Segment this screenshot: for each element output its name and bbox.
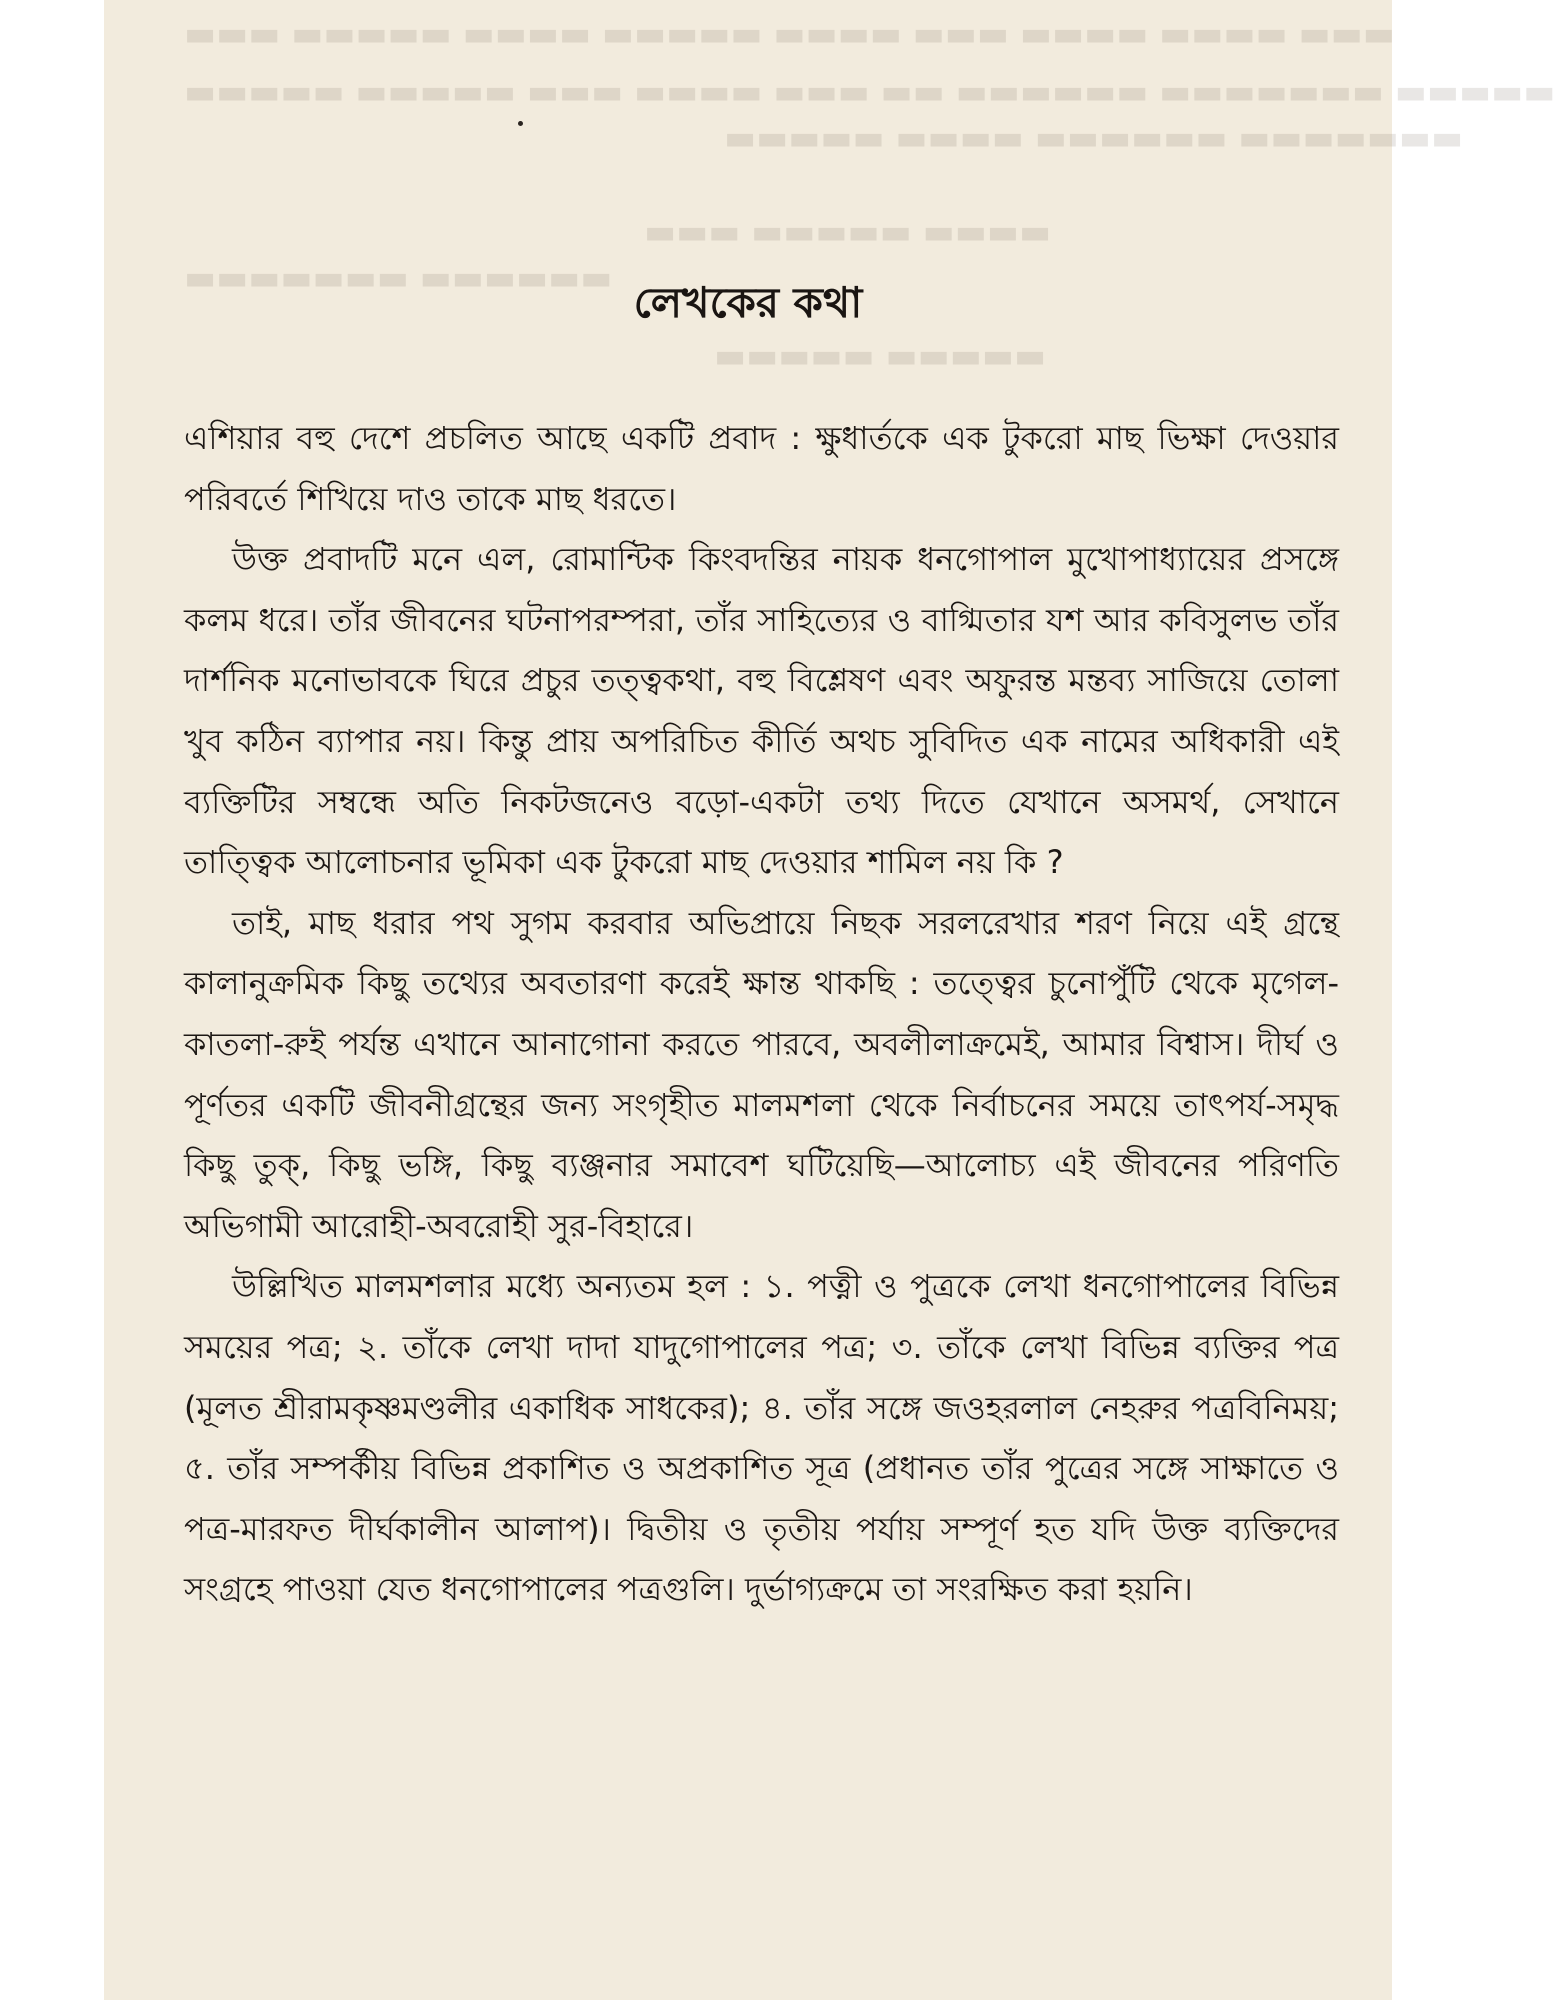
show-through-text: ▬▬▬ ▬▬▬▬ ▬▬▬▬ ▬▬▬ ▬▬▬▬ ▬▬▬▬▬ ▬▬▬▬ ▬▬▬▬▬ ▬▬▬ (184, 14, 1395, 54)
show-through-text: ▬▬▬▬▬ ▬▬▬▬▬▬▬ ▬▬▬▬▬▬ ▬▬ ▬▬▬ ▬▬▬▬ ▬▬▬ ▬▬▬▬▬ ▬▬▬▬▬ (184, 72, 1555, 112)
paragraph: এশিয়ার বহু দেশে প্রচলিত আছে একটি প্রবাদ : ক্ষুধার্তকে এক টুকরো মাছ ভিক্ষা দেওয়ার পরিবর্তে শিখিয়ে দাও তাকে মাছ ধরতে। (184, 419, 1339, 518)
paragraph: তাই, মাছ ধরার পথ সুগম করবার অভিপ্রায়ে নিছক সরলরেখার শরণ নিয়ে এই গ্রন্থে কালানুক্রমিক কিছু তথ্যের অবতারণা করেই ক্ষান্ত থাকছি : তত্ত্বের চুনোপুঁটি থেকে মৃগেল-কাতলা-রুই পর্যন্ত এখানে আনাগোনা করতে পারবে, অবলীলাক্রমেই, আমার বিশ্বাস। দীর্ঘ ও পূর্ণতর একটি জীবনীগ্রন্থের জন্য সংগৃহীত মালমশলা থেকে নির্বাচনের সময়ে তাৎপর্য-সমৃদ্ধ কিছু তুক্, কিছু ভঙ্গি, কিছু ব্যঞ্জনার সমাবেশ ঘটিয়েছি—আলোচ্য এই জীবনের পরিণতি অভিগামী আরোহী-অবরোহী সুর-বিহারে। (184, 903, 1339, 1245)
paragraph: উক্ত প্রবাদটি মনে এল, রোমান্টিক কিংবদন্তির নায়ক ধনগোপাল মুখোপাধ্যায়ের প্রসঙ্গে কলম ধরে। তাঁর জীবনের ঘটনাপরম্পরা, তাঁর সাহিত্যের ও বাগ্মিতার যশ আর কবিসুলভ তাঁর দার্শনিক মনোভাবকে ঘিরে প্রচুর তত্ত্বকথা, বহু বিশ্লেষণ এবং অফুরন্ত মন্তব্য সাজিয়ে তোলা খুব কঠিন ব্যাপার নয়। কিন্তু প্রায় অপরিচিত কীর্তি অথচ সুবিদিত এক নামের অধিকারী এই ব্যক্তিটির সম্বন্ধে অতি নিকটজনেও বড়ো-একটা তথ্য দিতে যেখানে অসমর্থ, সেখানে তাত্ত্বিক আলোচনার ভূমিকা এক টুকরো মাছ দেওয়ার শামিল নয় কি ? (184, 540, 1339, 882)
show-through-text: ▬▬▬▬▬▬▬ ▬▬▬▬▬▬ ▬▬▬▬ ▬▬▬▬▬ (724, 118, 1464, 158)
paragraph: উল্লিখিত মালমশলার মধ্যে অন্যতম হল : ১. পত্নী ও পুত্রকে লেখা ধনগোপালের বিভিন্ন সময়ের পত্র; ২. তাঁকে লেখা দাদা যাদুগোপালের পত্র; ৩. তাঁকে লেখা বিভিন্ন ব্যক্তির পত্র (মূলত শ্রীরামকৃষ্ণমণ্ডলীর একাধিক সাধকের); ৪. তাঁর সঙ্গে জওহরলাল নেহরুর পত্রবিনিময়; ৫. তাঁর সম্পর্কীয় বিভিন্ন প্রকাশিত ও অপ্রকাশিত সূত্র (প্রধানত তাঁর পুত্রের সঙ্গে সাক্ষাতে ও পত্র-মারফত দীর্ঘকালীন আলাপ)। দ্বিতীয় ও তৃতীয় পর্যায় সম্পূর্ণ হত যদি উক্ত ব্যক্তিদের সংগ্রহে পাওয়া যেত ধনগোপালের পত্রগুলি। দুর্ভাগ্যক্রমে তা সংরক্ষিত করা হয়নি। (184, 1267, 1339, 1609)
show-through-text: ▬▬▬▬ ▬▬▬▬▬ ▬▬▬ (644, 212, 1052, 252)
body-text (184, 408, 1339, 1620)
book-page (104, 0, 1555, 2000)
page-title: লেখকের কথা (633, 278, 863, 327)
show-through-text: ▬▬▬▬▬▬ ▬▬▬▬▬▬▬ (184, 258, 613, 298)
ink-speck (518, 121, 523, 126)
show-through-text: ▬▬▬▬▬ ▬▬▬▬▬ (714, 336, 1047, 376)
